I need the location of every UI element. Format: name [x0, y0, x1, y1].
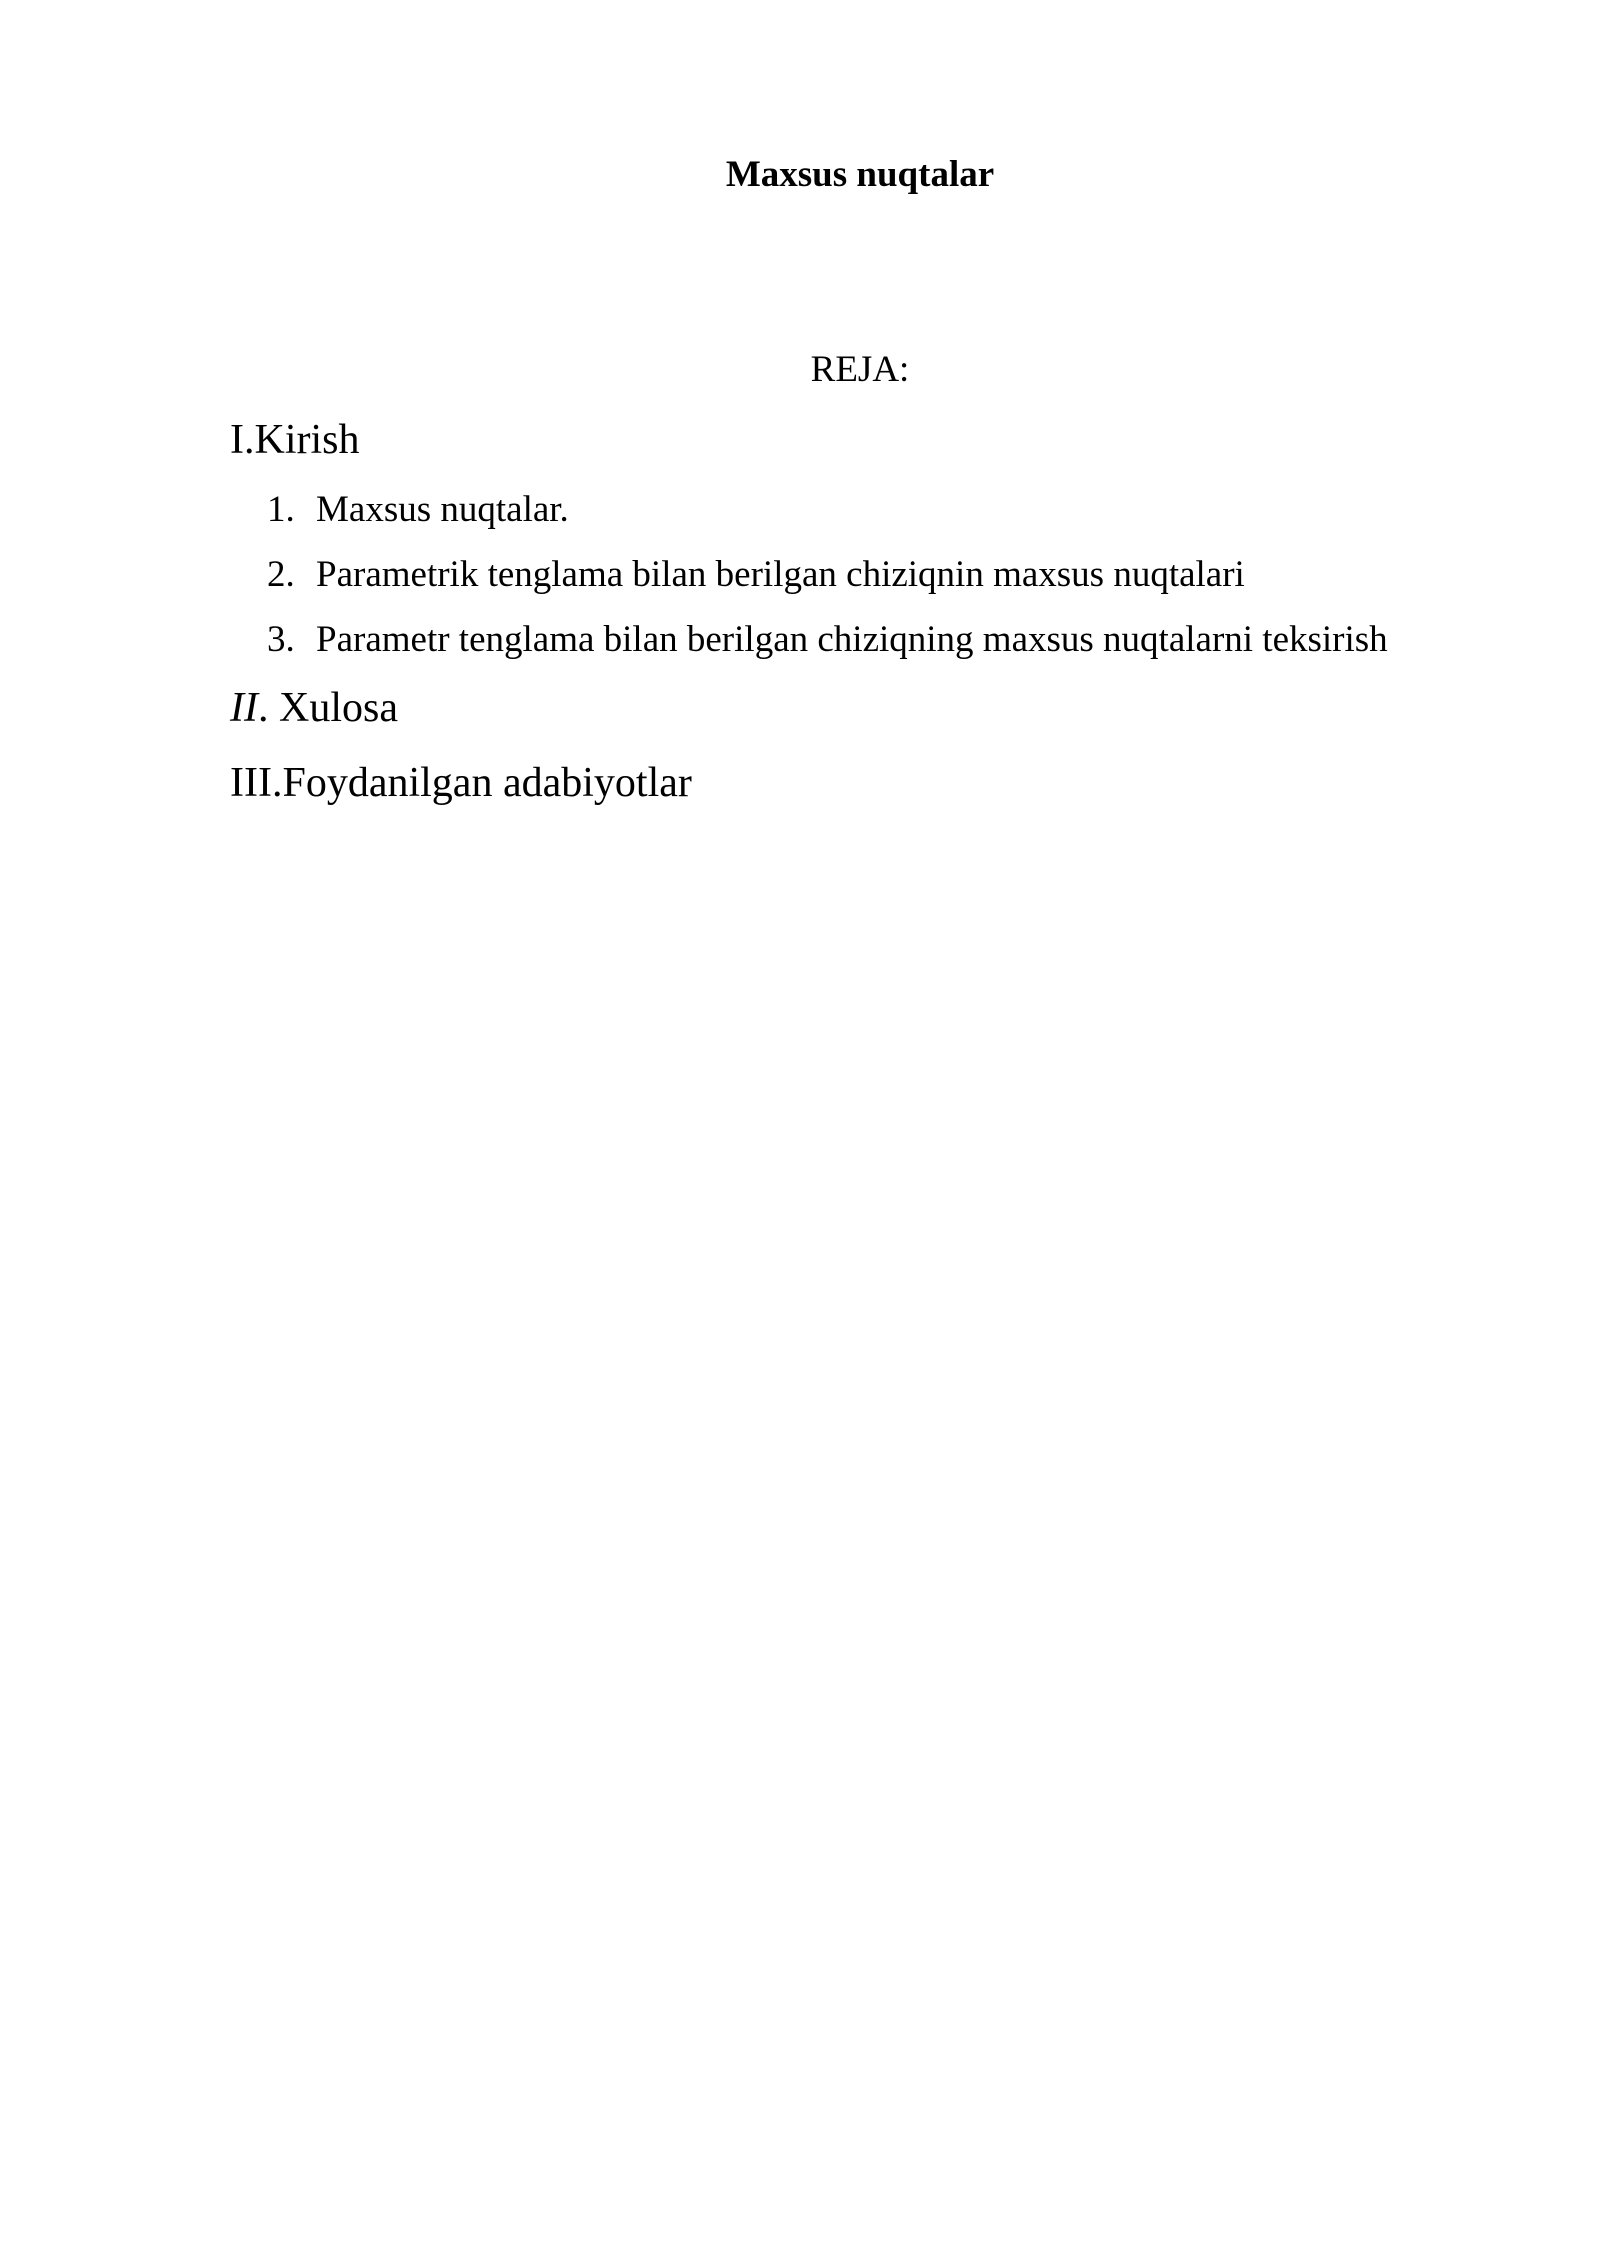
plan-item-text: Parametrik tenglama bilan berilgan chiziqnin maxsus nuqtalari [316, 554, 1245, 595]
plan-item-number: 3. [267, 619, 295, 660]
section-roman-numeral: I. [230, 417, 255, 463]
plan-item-text: Parametr tenglama bilan berilgan chiziqning maxsus nuqtalarni teksirish [316, 619, 1388, 660]
section-conclusion [230, 680, 398, 736]
section-references [230, 755, 692, 811]
section-label: Foydanilgan adabiyotlar [282, 760, 692, 806]
document-title: Maxsus nuqtalar [725, 154, 995, 195]
plan-item-number: 1. [267, 489, 295, 530]
section-label: Kirish [254, 417, 360, 463]
section-label: . Xulosa [257, 685, 398, 731]
section-roman-numeral: II [230, 685, 258, 731]
section-roman-numeral: III. [230, 760, 283, 806]
plan-item-text: Maxsus nuqtalar. [316, 489, 569, 530]
plan-item-number: 2. [267, 554, 295, 595]
plan-heading: REJA: [810, 349, 910, 390]
section-introduction [230, 412, 360, 468]
